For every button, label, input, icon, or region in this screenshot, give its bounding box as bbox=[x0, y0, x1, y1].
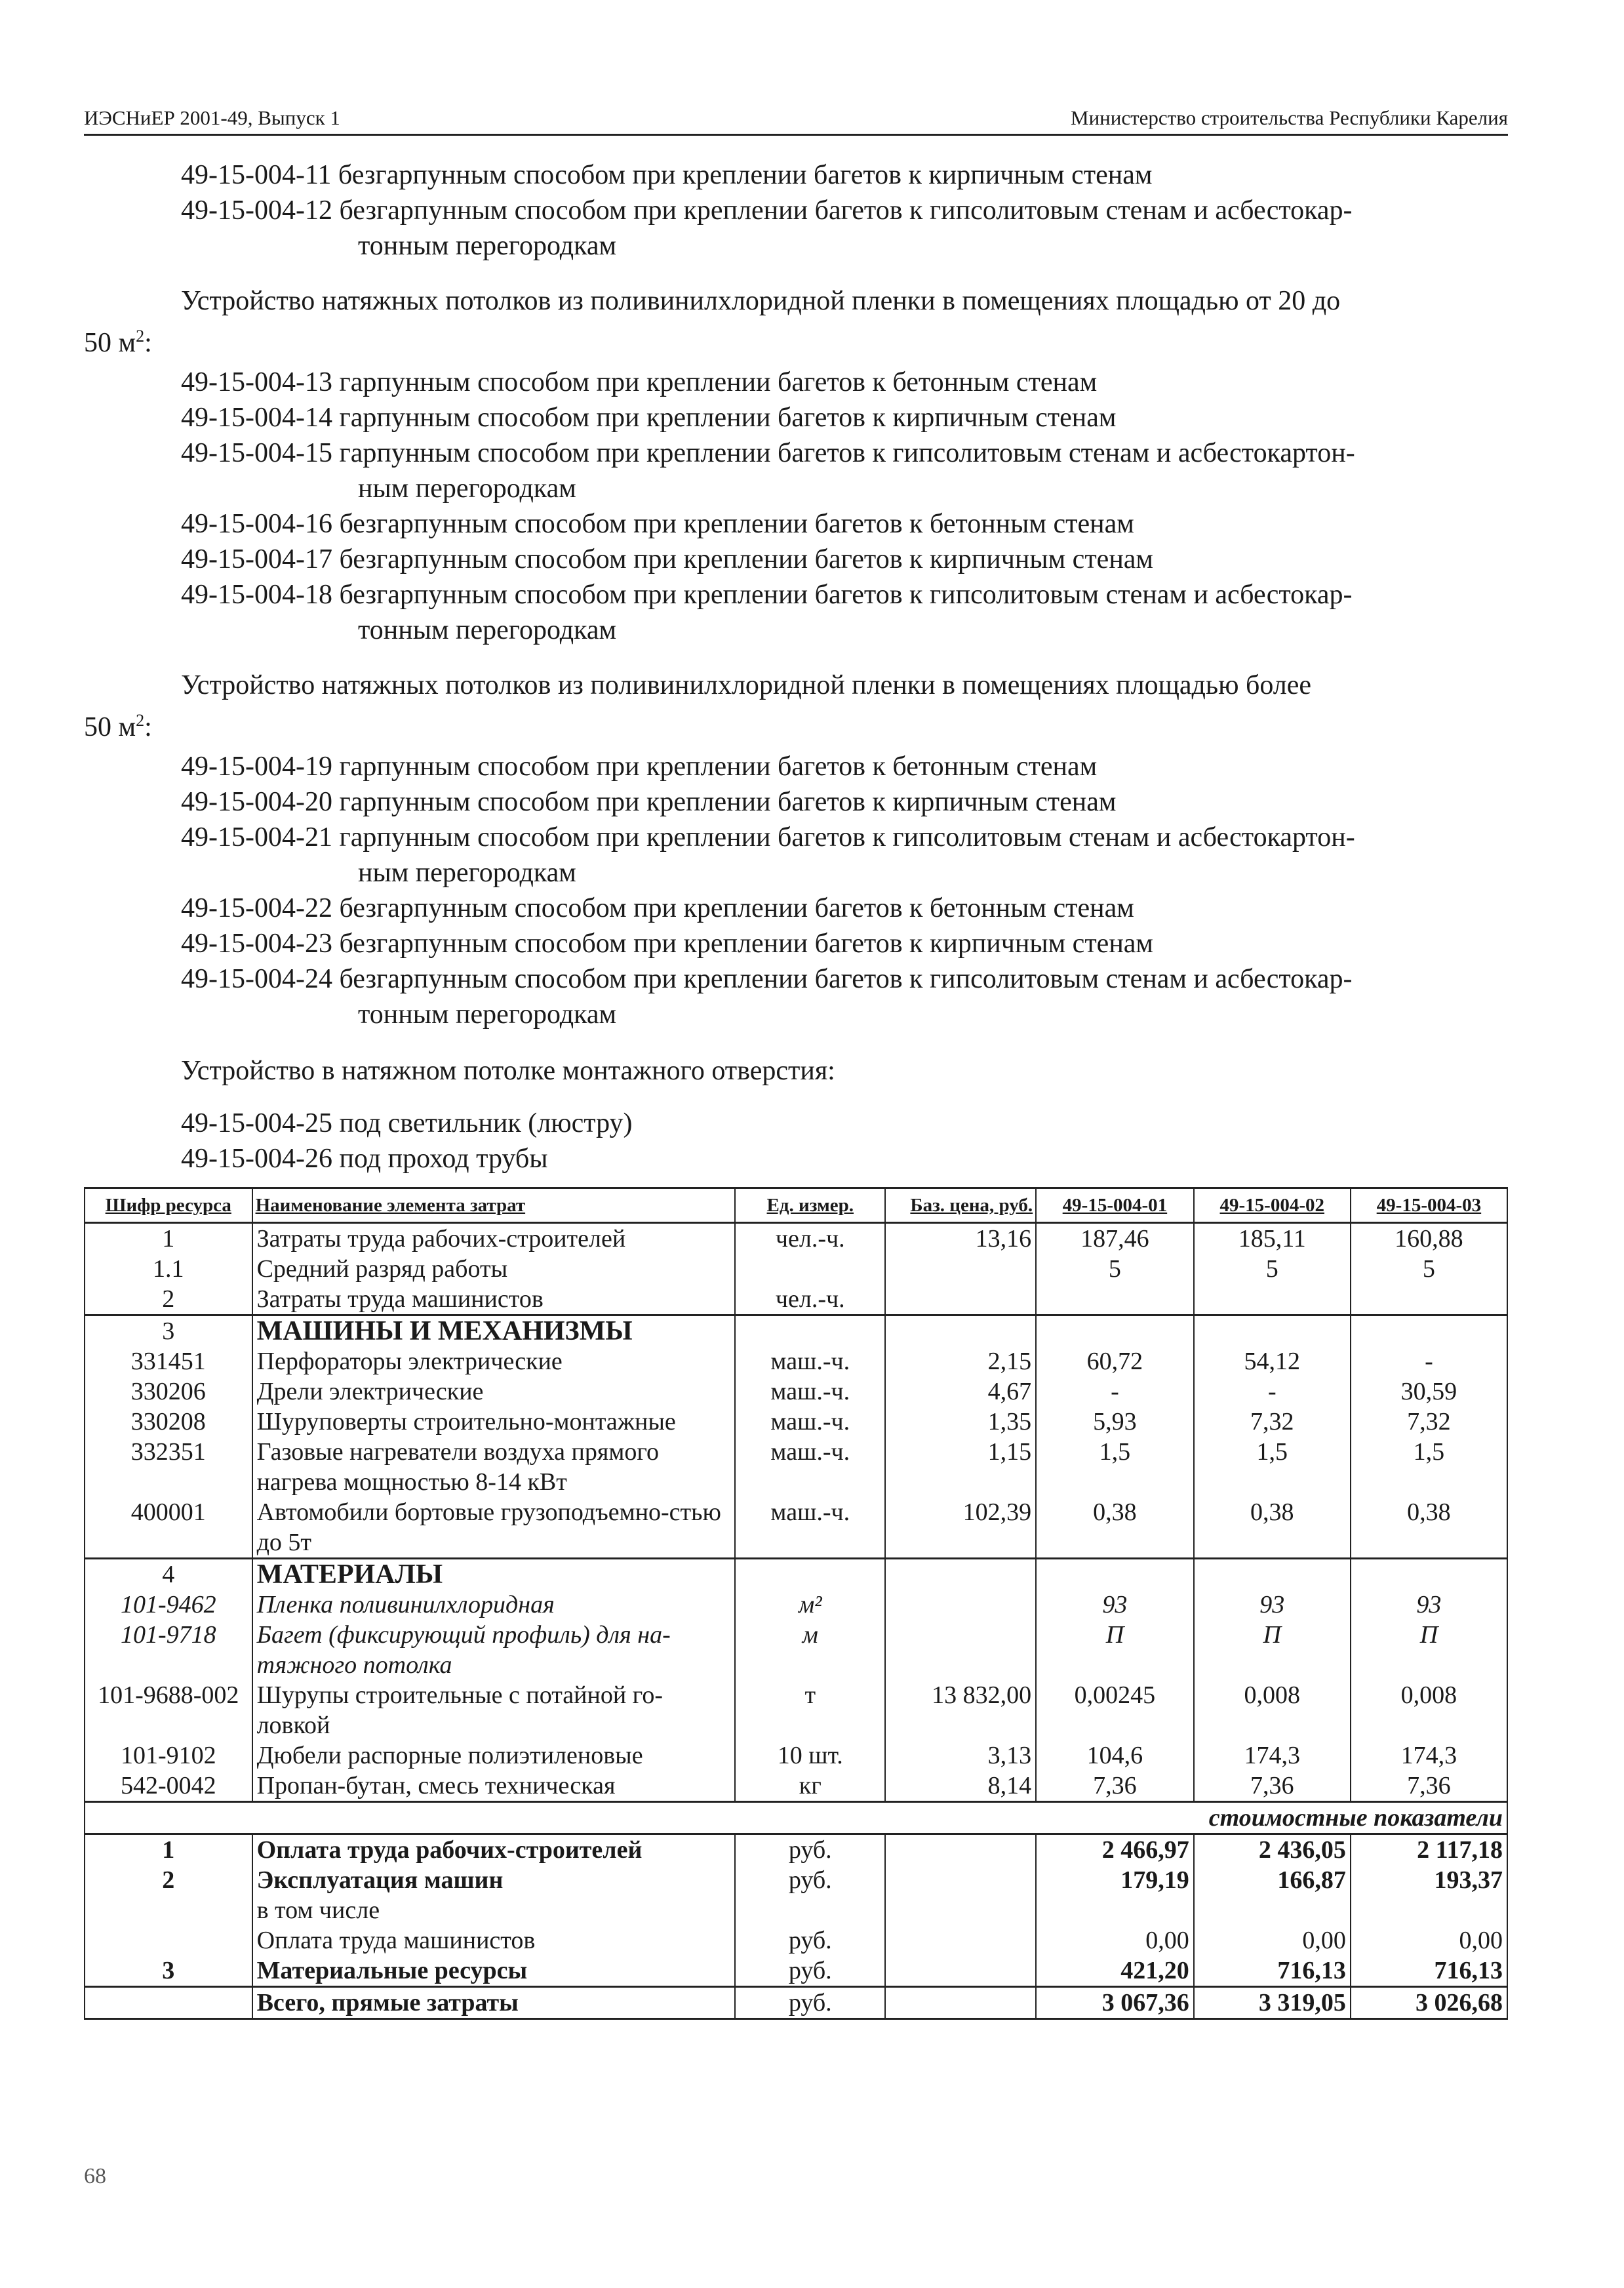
cell-norm-3: 1,5 bbox=[1351, 1437, 1507, 1497]
entry-text: под светильник (люстру) bbox=[339, 1108, 633, 1138]
cell-empty bbox=[885, 1956, 1036, 1987]
col-header-norm-3: 49-15-004-03 bbox=[1351, 1188, 1507, 1223]
entry-code: 49-15-004-18 bbox=[181, 580, 332, 610]
cell-norm-2: 5 bbox=[1194, 1254, 1351, 1284]
col-header-name: Наименование элемента затрат bbox=[252, 1188, 736, 1223]
cell-name: Автомобили бортовые грузоподъемно-стью до 5т bbox=[252, 1497, 736, 1559]
entry-text: безгарпунным способом при креплении багетов к бетонным стенам bbox=[339, 509, 1134, 539]
entry-code: 49-15-004-23 bbox=[181, 929, 332, 959]
cell-norm-3: 0,38 bbox=[1351, 1497, 1507, 1559]
cell-norm-2: 174,3 bbox=[1194, 1740, 1351, 1771]
cell-unit: 10 шт. bbox=[735, 1740, 885, 1771]
cell-unit: чел.-ч. bbox=[735, 1223, 885, 1254]
entry-text: безгарпунным способом при креплении багетов к гипсолитовым стенам и асбестокар- bbox=[339, 580, 1353, 610]
work-entry bbox=[84, 506, 1508, 542]
cell-price bbox=[885, 1620, 1036, 1680]
cell-name: Шуруповерты строительно-монтажные bbox=[252, 1407, 736, 1437]
entry-code: 49-15-004-16 bbox=[181, 509, 332, 539]
intro-tail-2: 50 $м^2$: bbox=[84, 327, 152, 358]
cell-price: 8,14 bbox=[885, 1771, 1036, 1802]
section-title: МАШИНЫ И МЕХАНИЗМЫ bbox=[252, 1315, 736, 1347]
entry-text: гарпунным способом при креплении багетов к кирпичным стенам bbox=[339, 403, 1117, 433]
cell-cost-2: 166,87 bbox=[1194, 1865, 1351, 1895]
work-entry bbox=[84, 1106, 1508, 1141]
work-entry bbox=[84, 749, 1508, 784]
cell-price: 2,15 bbox=[885, 1346, 1036, 1376]
cell-norm-2: 0,008 bbox=[1194, 1680, 1351, 1740]
cell-norm-3: 160,88 bbox=[1351, 1223, 1507, 1254]
entry-code: 49-15-004-24 bbox=[181, 964, 332, 994]
cell-unit: руб. bbox=[735, 1834, 885, 1866]
cell-unit: маш.-ч. bbox=[735, 1376, 885, 1407]
intro-paragraph-3 bbox=[84, 668, 1508, 703]
cell-total-3: 3 026,68 bbox=[1351, 1987, 1507, 2019]
cell-code: 330208 bbox=[85, 1407, 252, 1437]
entry-text: безгарпунным способом при креплении багетов к гипсолитовым стенам и асбестокар- bbox=[339, 195, 1353, 226]
cell-cost-3 bbox=[1351, 1895, 1507, 1925]
cell-norm-3: 7,36 bbox=[1351, 1771, 1507, 1802]
table-row bbox=[85, 1407, 1507, 1437]
cell-cost-2: 2 436,05 bbox=[1194, 1834, 1351, 1866]
entry-text: гарпунным способом при креплении багетов к гипсолитовым стенам и асбестокартон- bbox=[339, 438, 1355, 468]
cell-cost-3: 0,00 bbox=[1351, 1925, 1507, 1956]
cell-cost-3: 193,37 bbox=[1351, 1865, 1507, 1895]
entry-code: 49-15-004-12 bbox=[181, 195, 332, 226]
intro-text: Устройство натяжных потолков из поливинилхлоридной пленки в помещениях площадью от 20 до bbox=[181, 286, 1341, 316]
cell-unit: маш.-ч. bbox=[735, 1497, 885, 1559]
cell-norm-2: 93 bbox=[1194, 1590, 1351, 1620]
cell-empty bbox=[735, 1315, 885, 1347]
total-row bbox=[85, 1987, 1507, 2019]
cell-empty bbox=[885, 1865, 1036, 1895]
cell-code: 2 bbox=[85, 1865, 252, 1895]
cell-empty bbox=[885, 1834, 1036, 1866]
entry-code: 49-15-004-14 bbox=[181, 403, 332, 433]
cell-empty bbox=[885, 1559, 1036, 1590]
cost-row bbox=[85, 1834, 1507, 1866]
entry-code: 49-15-004-20 bbox=[181, 787, 332, 817]
intro-paragraph-2 bbox=[84, 283, 1508, 319]
entry-continuation: тонным перегородкам bbox=[358, 231, 617, 261]
cell-price bbox=[885, 1254, 1036, 1284]
cell-empty bbox=[1194, 1559, 1351, 1590]
cell-code: 542-0042 bbox=[85, 1771, 252, 1802]
table-body bbox=[85, 1223, 1507, 2019]
section-title: МАТЕРИАЛЫ bbox=[252, 1559, 736, 1590]
table-row bbox=[85, 1740, 1507, 1771]
work-entry bbox=[84, 1141, 1508, 1176]
cell-unit: чел.-ч. bbox=[735, 1284, 885, 1315]
cell-price: 13,16 bbox=[885, 1223, 1036, 1254]
cell-norm-3: - bbox=[1351, 1346, 1507, 1376]
entry-text: безгарпунным способом при креплении багетов к кирпичным стенам bbox=[339, 544, 1154, 574]
cell-name: Шурупы строительные с потайной го-ловкой bbox=[252, 1680, 736, 1740]
cell-empty bbox=[885, 1315, 1036, 1347]
cell-unit bbox=[735, 1895, 885, 1925]
section-row-materials bbox=[85, 1559, 1507, 1590]
cell-norm-1: 0,00245 bbox=[1036, 1680, 1194, 1740]
work-entry bbox=[84, 891, 1508, 926]
work-entry bbox=[84, 926, 1508, 961]
work-entry bbox=[84, 820, 1508, 891]
cell-code: 101-9462 bbox=[85, 1590, 252, 1620]
cell-empty bbox=[735, 1559, 885, 1590]
col-header-unit: Ед. измер. bbox=[735, 1188, 885, 1223]
cost-row bbox=[85, 1895, 1507, 1925]
cell-code: 331451 bbox=[85, 1346, 252, 1376]
cell-name: Дрели электрические bbox=[252, 1376, 736, 1407]
cell-norm-1: 104,6 bbox=[1036, 1740, 1194, 1771]
entry-text: под проход трубы bbox=[339, 1144, 548, 1174]
cell-name: Средний разряд работы bbox=[252, 1254, 736, 1284]
cell-code: 2 bbox=[85, 1284, 252, 1315]
cell-cost-1: 0,00 bbox=[1036, 1925, 1194, 1956]
cell-unit: кг bbox=[735, 1771, 885, 1802]
cell-price: 13 832,00 bbox=[885, 1680, 1036, 1740]
cell-norm-3: 30,59 bbox=[1351, 1376, 1507, 1407]
table-row bbox=[85, 1680, 1507, 1740]
cell-unit bbox=[735, 1254, 885, 1284]
entry-code: 49-15-004-13 bbox=[181, 367, 332, 397]
cost-header-row bbox=[85, 1802, 1507, 1834]
cell-name: Всего, прямые затраты bbox=[252, 1987, 736, 2019]
table-row bbox=[85, 1254, 1507, 1284]
cell-norm-3: 5 bbox=[1351, 1254, 1507, 1284]
cell-code: 101-9102 bbox=[85, 1740, 252, 1771]
cell-norm-1: 0,38 bbox=[1036, 1497, 1194, 1559]
cell-unit: руб. bbox=[735, 1956, 885, 1987]
cell-norm-2: 7,36 bbox=[1194, 1771, 1351, 1802]
cell-name: Дюбели распорные полиэтиленовые bbox=[252, 1740, 736, 1771]
cell-norm-1: 7,36 bbox=[1036, 1771, 1194, 1802]
entry-continuation: тонным перегородкам bbox=[358, 615, 617, 645]
cell-code: 1 bbox=[85, 1834, 252, 1866]
cell-norm-1 bbox=[1036, 1284, 1194, 1315]
cell-norm-1: 187,46 bbox=[1036, 1223, 1194, 1254]
entries-block-2 bbox=[84, 365, 1508, 648]
cell-norm-2: 54,12 bbox=[1194, 1346, 1351, 1376]
cost-row bbox=[85, 1925, 1507, 1956]
entry-text: безгарпунным способом при креплении багетов к кирпичным стенам bbox=[339, 929, 1154, 959]
cell-norm-3: 0,008 bbox=[1351, 1680, 1507, 1740]
cell-total-2: 3 319,05 bbox=[1194, 1987, 1351, 2019]
cell-price: 4,67 bbox=[885, 1376, 1036, 1407]
entry-text: безгарпунным способом при креплении багетов к гипсолитовым стенам и асбестокар- bbox=[339, 964, 1353, 994]
cell-empty bbox=[885, 1987, 1036, 2019]
entry-text: гарпунным способом при креплении багетов к гипсолитовым стенам и асбестокартон- bbox=[339, 822, 1355, 853]
cell-unit: маш.-ч. bbox=[735, 1437, 885, 1497]
cell-norm-1: - bbox=[1036, 1376, 1194, 1407]
cell-norm-2 bbox=[1194, 1284, 1351, 1315]
entry-text: гарпунным способом при креплении багетов к кирпичным стенам bbox=[339, 787, 1117, 817]
entry-text: безгарпунным способом при креплении багетов к бетонным стенам bbox=[339, 893, 1134, 923]
cell-price bbox=[885, 1590, 1036, 1620]
cell-norm-3: 93 bbox=[1351, 1590, 1507, 1620]
cell-code bbox=[85, 1925, 252, 1956]
entry-code: 49-15-004-21 bbox=[181, 822, 332, 853]
cell-norm-3: П bbox=[1351, 1620, 1507, 1680]
cell-name: в том числе bbox=[252, 1895, 736, 1925]
cell-unit: руб. bbox=[735, 1865, 885, 1895]
table-row bbox=[85, 1223, 1507, 1254]
cell-price: 3,13 bbox=[885, 1740, 1036, 1771]
table-row bbox=[85, 1437, 1507, 1497]
cell-norm-3: 174,3 bbox=[1351, 1740, 1507, 1771]
cell-norm-1: 93 bbox=[1036, 1590, 1194, 1620]
table-row bbox=[85, 1376, 1507, 1407]
entry-continuation: ным перегородкам bbox=[358, 858, 576, 888]
table-row bbox=[85, 1620, 1507, 1680]
body-text bbox=[84, 157, 1508, 1176]
cell-price: 1,15 bbox=[885, 1437, 1036, 1497]
cell-total-1: 3 067,36 bbox=[1036, 1987, 1194, 2019]
cell-unit: маш.-ч. bbox=[735, 1407, 885, 1437]
cell-name: Оплата труда рабочих-строителей bbox=[252, 1834, 736, 1866]
cell-code: 3 bbox=[85, 1315, 252, 1347]
cell-unit: руб. bbox=[735, 1987, 885, 2019]
cost-header: стоимостные показатели bbox=[85, 1802, 1507, 1834]
cell-empty bbox=[1351, 1559, 1507, 1590]
table-row bbox=[85, 1497, 1507, 1559]
cell-unit: т bbox=[735, 1680, 885, 1740]
cost-row bbox=[85, 1956, 1507, 1987]
cell-norm-1: П bbox=[1036, 1620, 1194, 1680]
cell-price bbox=[885, 1284, 1036, 1315]
cell-cost-1 bbox=[1036, 1895, 1194, 1925]
cell-cost-3: 2 117,18 bbox=[1351, 1834, 1507, 1866]
table-row bbox=[85, 1771, 1507, 1802]
entry-continuation: ным перегородкам bbox=[358, 473, 576, 504]
col-header-code: Шифр ресурса bbox=[85, 1188, 252, 1223]
work-entry bbox=[84, 784, 1508, 820]
cell-norm-1: 60,72 bbox=[1036, 1346, 1194, 1376]
col-header-norm-2: 49-15-004-02 bbox=[1194, 1188, 1351, 1223]
resource-table bbox=[84, 1187, 1508, 2020]
cell-cost-1: 179,19 bbox=[1036, 1865, 1194, 1895]
cell-norm-3: 7,32 bbox=[1351, 1407, 1507, 1437]
col-header-norm-1: 49-15-004-01 bbox=[1036, 1188, 1194, 1223]
cell-norm-2: 0,38 bbox=[1194, 1497, 1351, 1559]
entries-block-4 bbox=[84, 1106, 1508, 1176]
entry-text: гарпунным способом при креплении багетов к бетонным стенам bbox=[339, 367, 1098, 397]
cell-code: 101-9718 bbox=[85, 1620, 252, 1680]
cell-cost-2: 0,00 bbox=[1194, 1925, 1351, 1956]
cell-code: 1 bbox=[85, 1223, 252, 1254]
work-entry bbox=[84, 577, 1508, 648]
table-row bbox=[85, 1590, 1507, 1620]
header-right: Министерство строительства Республики Карелия bbox=[1071, 106, 1508, 129]
header-divider bbox=[84, 134, 1508, 136]
cell-norm-2: 1,5 bbox=[1194, 1437, 1351, 1497]
cost-row bbox=[85, 1865, 1507, 1895]
cell-name: Оплата труда машинистов bbox=[252, 1925, 736, 1956]
cell-empty bbox=[1194, 1315, 1351, 1347]
work-entry bbox=[84, 193, 1508, 264]
cell-empty bbox=[1036, 1559, 1194, 1590]
cell-cost-2 bbox=[1194, 1895, 1351, 1925]
entry-code: 49-15-004-19 bbox=[181, 752, 332, 782]
work-entry bbox=[84, 400, 1508, 435]
cell-code: 1.1 bbox=[85, 1254, 252, 1284]
cell-norm-1: 1,5 bbox=[1036, 1437, 1194, 1497]
entries-block-3 bbox=[84, 749, 1508, 1032]
cell-name: Перфораторы электрические bbox=[252, 1346, 736, 1376]
page-number: 68 bbox=[84, 2164, 106, 2188]
cell-price: 102,39 bbox=[885, 1497, 1036, 1559]
entry-code: 49-15-004-15 bbox=[181, 438, 332, 468]
cell-code: 4 bbox=[85, 1559, 252, 1590]
col-header-price: Баз. цена, руб. bbox=[885, 1188, 1036, 1223]
work-entry bbox=[84, 157, 1508, 193]
intro-paragraph-4: Устройство в натяжном потолке монтажного отверстия: bbox=[181, 1056, 835, 1086]
cell-name: Багет (фиксирующий профиль) для на-тяжного потолка bbox=[252, 1620, 736, 1680]
cell-code: 330206 bbox=[85, 1376, 252, 1407]
cell-cost-3: 716,13 bbox=[1351, 1956, 1507, 1987]
cell-code bbox=[85, 1987, 252, 2019]
cell-name: Газовые нагреватели воздуха прямого нагрева мощностью 8-14 кВт bbox=[252, 1437, 736, 1497]
cell-name: Затраты труда рабочих-строителей bbox=[252, 1223, 736, 1254]
work-entry bbox=[84, 365, 1508, 400]
cell-code: 332351 bbox=[85, 1437, 252, 1497]
section-row-machines bbox=[85, 1315, 1507, 1347]
cell-name: Затраты труда машинистов bbox=[252, 1284, 736, 1315]
cell-name: Пропан-бутан, смесь техническая bbox=[252, 1771, 736, 1802]
cell-norm-3 bbox=[1351, 1284, 1507, 1315]
intro-text: Устройство натяжных потолков из поливинилхлоридной пленки в помещениях площадью более bbox=[181, 670, 1312, 700]
table-header-row bbox=[85, 1188, 1507, 1223]
entry-code: 49-15-004-17 bbox=[181, 544, 332, 574]
cell-unit: маш.-ч. bbox=[735, 1346, 885, 1376]
cell-cost-1: 421,20 bbox=[1036, 1956, 1194, 1987]
cell-empty bbox=[1036, 1315, 1194, 1347]
cell-cost-2: 716,13 bbox=[1194, 1956, 1351, 1987]
cell-cost-1: 2 466,97 bbox=[1036, 1834, 1194, 1866]
entry-continuation: тонным перегородкам bbox=[358, 999, 617, 1030]
cell-name: Пленка поливинилхлоридная bbox=[252, 1590, 736, 1620]
intro-tail-3: 50 $м^2$: bbox=[84, 711, 152, 742]
entry-code: 49-15-004-11 bbox=[181, 160, 332, 190]
table-row bbox=[85, 1284, 1507, 1315]
cell-norm-1: 5,93 bbox=[1036, 1407, 1194, 1437]
entry-text: гарпунным способом при креплении багетов к бетонным стенам bbox=[339, 752, 1098, 782]
cell-empty bbox=[885, 1925, 1036, 1956]
entry-text: безгарпунным способом при креплении багетов к кирпичным стенам bbox=[338, 160, 1153, 190]
cell-name: Эксплуатация машин bbox=[252, 1865, 736, 1895]
cell-price: 1,35 bbox=[885, 1407, 1036, 1437]
work-entry bbox=[84, 542, 1508, 577]
cell-norm-1: 5 bbox=[1036, 1254, 1194, 1284]
cell-empty bbox=[885, 1895, 1036, 1925]
cell-norm-2: - bbox=[1194, 1376, 1351, 1407]
cell-norm-2: П bbox=[1194, 1620, 1351, 1680]
cell-norm-2: 7,32 bbox=[1194, 1407, 1351, 1437]
cell-code: 400001 bbox=[85, 1497, 252, 1559]
cell-name: Материальные ресурсы bbox=[252, 1956, 736, 1987]
entries-block-1 bbox=[84, 157, 1508, 264]
entry-code: 49-15-004-22 bbox=[181, 893, 332, 923]
cell-code: 3 bbox=[85, 1956, 252, 1987]
cell-unit: м bbox=[735, 1620, 885, 1680]
work-entry bbox=[84, 435, 1508, 506]
entry-code: 49-15-004-25 bbox=[181, 1108, 332, 1138]
cell-norm-2: 185,11 bbox=[1194, 1223, 1351, 1254]
cell-code bbox=[85, 1895, 252, 1925]
cell-unit: м² bbox=[735, 1590, 885, 1620]
cell-code: 101-9688-002 bbox=[85, 1680, 252, 1740]
cell-empty bbox=[1351, 1315, 1507, 1347]
entry-code: 49-15-004-26 bbox=[181, 1144, 332, 1174]
work-entry bbox=[84, 961, 1508, 1032]
cell-unit: руб. bbox=[735, 1925, 885, 1956]
header-left: ИЭСНиЕР 2001-49, Выпуск 1 bbox=[84, 106, 340, 129]
table-row bbox=[85, 1346, 1507, 1376]
